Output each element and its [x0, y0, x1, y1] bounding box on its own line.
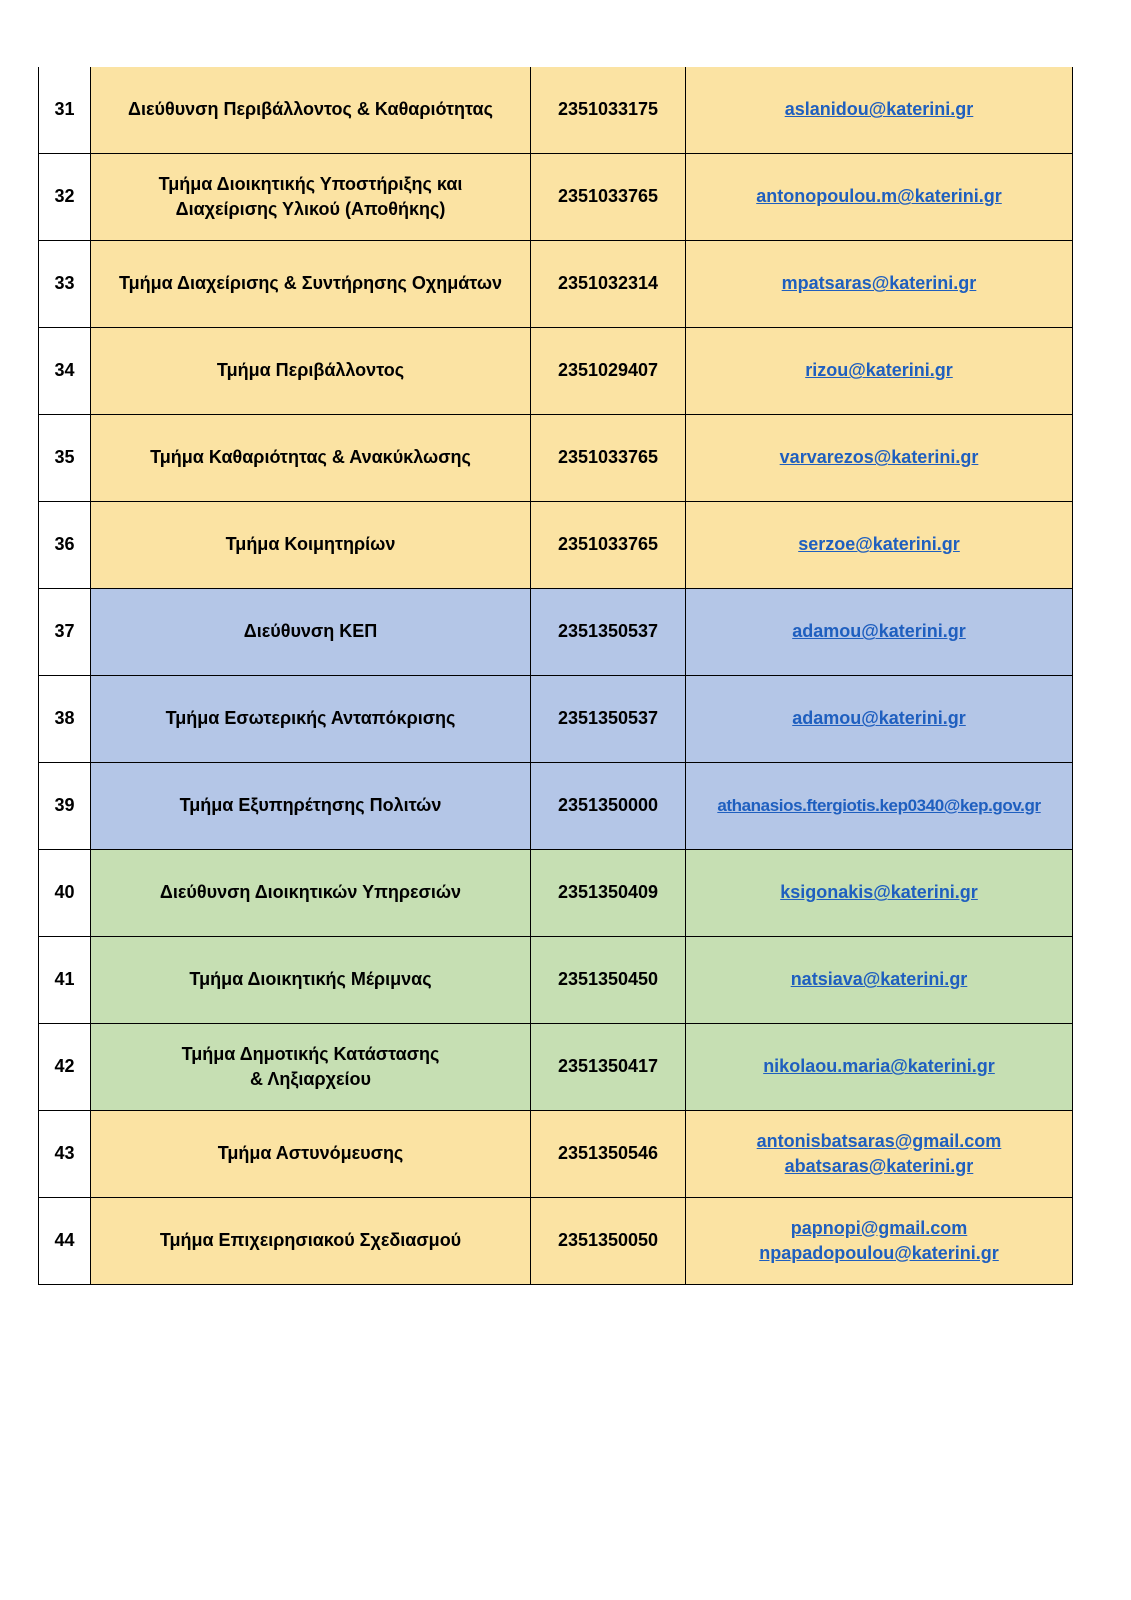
email-link[interactable]: rizou@katerini.gr	[805, 360, 953, 381]
phone-number: 2351350000	[531, 763, 686, 850]
department-name-line: & Ληξιαρχείου	[250, 1069, 371, 1089]
department-name-line: Τμήμα Εσωτερικής Ανταπόκρισης	[165, 708, 456, 729]
table-row	[39, 502, 1073, 589]
row-number: 40	[39, 850, 91, 937]
email-cell	[686, 763, 1073, 850]
phone-number: 2351350546	[531, 1111, 686, 1198]
department-name	[91, 328, 531, 415]
table-row	[39, 1198, 1073, 1285]
row-number: 38	[39, 676, 91, 763]
phone-number: 2351029407	[531, 328, 686, 415]
table-row	[39, 154, 1073, 241]
email-link[interactable]: abatsaras@katerini.gr	[784, 1156, 974, 1176]
department-name-line: Τμήμα Διοικητικής Μέριμνας	[189, 969, 432, 990]
table-row	[39, 328, 1073, 415]
email-cell	[686, 937, 1073, 1024]
department-name-line: Τμήμα Διοικητικής Υποστήριξης και	[158, 173, 463, 194]
department-name-line: Τμήμα Διαχείρισης & Συντήρησης Οχημάτων	[118, 273, 503, 294]
table-row	[39, 415, 1073, 502]
department-name-line: Διεύθυνση Περιβάλλοντος & Καθαριότητας	[128, 99, 493, 120]
department-name-line: Διαχείρισης Υλικού (Αποθήκης)	[175, 199, 446, 219]
email-cell	[686, 67, 1073, 154]
email-cell	[686, 328, 1073, 415]
department-name	[91, 676, 531, 763]
phone-number: 2351033765	[531, 502, 686, 589]
table-row	[39, 1024, 1073, 1111]
row-number: 44	[39, 1198, 91, 1285]
contacts-table	[38, 67, 1073, 1285]
email-cell	[686, 154, 1073, 241]
phone-number: 2351350450	[531, 937, 686, 1024]
email-link[interactable]: mpatsaras@katerini.gr	[781, 273, 977, 294]
phone-number: 2351350050	[531, 1198, 686, 1285]
phone-number: 2351350409	[531, 850, 686, 937]
table-row	[39, 1111, 1073, 1198]
email-cell	[686, 415, 1073, 502]
row-number: 37	[39, 589, 91, 676]
email-cell	[686, 676, 1073, 763]
row-number: 33	[39, 241, 91, 328]
department-name	[91, 502, 531, 589]
department-name	[91, 850, 531, 937]
department-name-line: Τμήμα Εξυπηρέτησης Πολιτών	[179, 795, 442, 816]
table-row	[39, 589, 1073, 676]
department-name-line: Τμήμα Κοιμητηρίων	[225, 534, 396, 555]
table-row	[39, 676, 1073, 763]
department-name-line: Διεύθυνση Διοικητικών Υπηρεσιών	[159, 882, 462, 903]
phone-number: 2351033765	[531, 415, 686, 502]
department-name	[91, 763, 531, 850]
row-number: 41	[39, 937, 91, 1024]
row-number: 32	[39, 154, 91, 241]
contacts-table-body	[39, 67, 1073, 1285]
department-name-line: Τμήμα Αστυνόμευσης	[217, 1143, 404, 1164]
phone-number: 2351033765	[531, 154, 686, 241]
department-name	[91, 1024, 531, 1111]
row-number: 34	[39, 328, 91, 415]
email-link[interactable]: adamou@katerini.gr	[792, 708, 966, 729]
table-row	[39, 937, 1073, 1024]
email-link[interactable]: ksigonakis@katerini.gr	[780, 882, 978, 903]
email-link[interactable]: varvarezos@katerini.gr	[779, 447, 979, 468]
phone-number: 2351350537	[531, 676, 686, 763]
department-name	[91, 1111, 531, 1198]
department-name	[91, 415, 531, 502]
row-number: 31	[39, 67, 91, 154]
table-row	[39, 850, 1073, 937]
department-name	[91, 1198, 531, 1285]
email-cell	[686, 1024, 1073, 1111]
email-cell	[686, 1111, 1073, 1198]
email-link[interactable]: adamou@katerini.gr	[792, 621, 966, 642]
phone-number: 2351350537	[531, 589, 686, 676]
table-row	[39, 241, 1073, 328]
phone-number: 2351350417	[531, 1024, 686, 1111]
table-row	[39, 67, 1073, 154]
department-name	[91, 937, 531, 1024]
phone-number: 2351033175	[531, 67, 686, 154]
email-link[interactable]: natsiava@katerini.gr	[790, 969, 968, 990]
department-name	[91, 241, 531, 328]
department-name	[91, 67, 531, 154]
email-cell	[686, 850, 1073, 937]
email-link[interactable]: serzoe@katerini.gr	[798, 534, 960, 555]
department-name	[91, 154, 531, 241]
email-cell	[686, 589, 1073, 676]
table-row	[39, 763, 1073, 850]
department-name-line: Τμήμα Περιβάλλοντος	[216, 360, 405, 381]
row-number: 39	[39, 763, 91, 850]
email-cell	[686, 241, 1073, 328]
phone-number: 2351032314	[531, 241, 686, 328]
row-number: 42	[39, 1024, 91, 1111]
department-name-line: Τμήμα Δημοτικής Κατάστασης	[181, 1043, 440, 1064]
email-link[interactable]: npapadopoulou@katerini.gr	[759, 1243, 999, 1263]
email-cell	[686, 1198, 1073, 1285]
email-link[interactable]: antonopoulou.m@katerini.gr	[756, 186, 1002, 207]
email-link[interactable]: antonisbatsaras@gmail.com	[756, 1130, 1002, 1151]
email-cell	[686, 502, 1073, 589]
department-name-line: Τμήμα Επιχειρησιακού Σχεδιασμού	[159, 1230, 462, 1251]
department-name-line: Διεύθυνση ΚΕΠ	[243, 621, 378, 642]
department-name-line: Τμήμα Καθαριότητας & Ανακύκλωσης	[150, 447, 471, 468]
row-number: 43	[39, 1111, 91, 1198]
email-link[interactable]: athanasios.ftergiotis.kep0340@kep.gov.gr	[717, 796, 1041, 816]
email-link[interactable]: nikolaou.maria@katerini.gr	[763, 1056, 995, 1077]
email-link[interactable]: aslanidou@katerini.gr	[784, 99, 974, 120]
row-number: 36	[39, 502, 91, 589]
row-number: 35	[39, 415, 91, 502]
email-link[interactable]: papnopi@gmail.com	[790, 1217, 968, 1238]
department-name	[91, 589, 531, 676]
